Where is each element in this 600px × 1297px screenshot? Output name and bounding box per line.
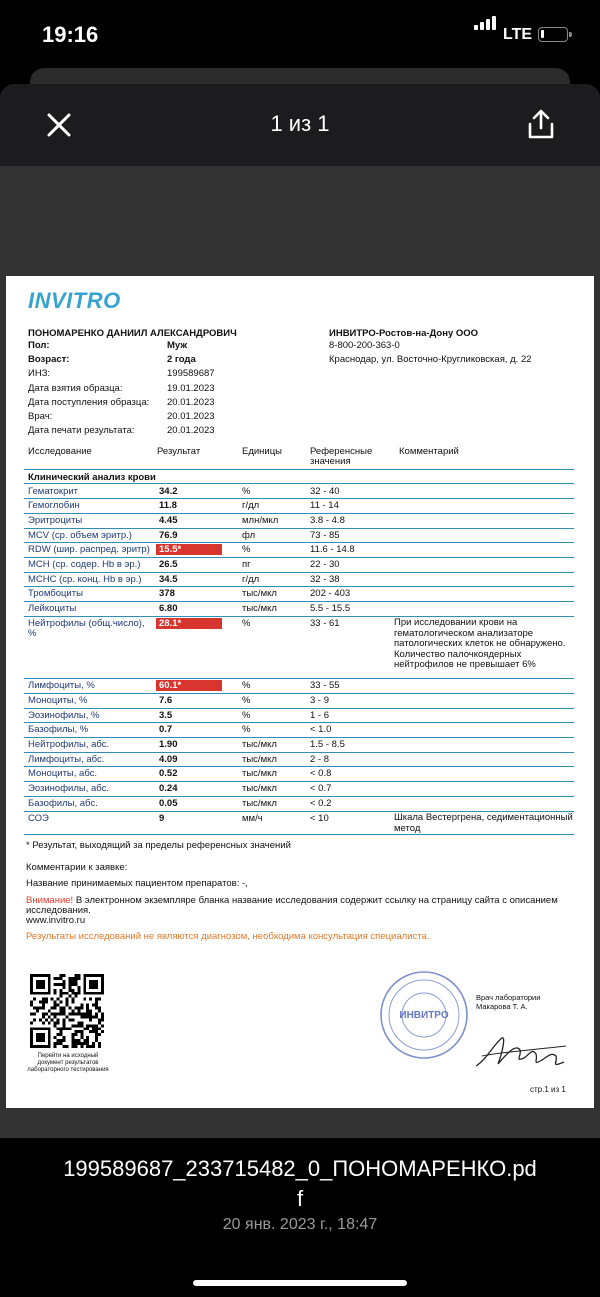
row-rule xyxy=(24,796,574,797)
lab-doctor-title: Врач лаборатории xyxy=(476,993,541,1002)
test-reference: 11 - 14 xyxy=(310,500,339,511)
col-header-units: Единицы xyxy=(242,446,283,457)
test-name[interactable]: Гемоглобин xyxy=(28,500,80,511)
flag-marker xyxy=(156,544,222,555)
stamp-text: ИНВИТРО xyxy=(399,1010,449,1021)
test-comment: Шкала Вестергрена, седиментационный метод xyxy=(394,812,573,834)
test-unit: % xyxy=(242,544,251,555)
patient-name: ПОНОМАРЕНКО ДАНИИЛ АЛЕКСАНДРОВИЧ xyxy=(28,328,237,339)
qr-code[interactable] xyxy=(30,974,104,1048)
test-name[interactable]: Моноциты, абс. xyxy=(28,768,98,779)
test-result: 0.52 xyxy=(159,768,178,779)
lab-name: ИНВИТРО-Ростов-на-Дону ООО xyxy=(329,328,479,339)
row-rule xyxy=(24,678,574,679)
sample-date-value: 19.01.2023 xyxy=(167,383,215,394)
order-comments: Комментарии к заявке: xyxy=(26,862,128,873)
header-rule xyxy=(24,469,574,470)
test-unit: тыс/мкл xyxy=(242,588,277,599)
test-name[interactable]: Базофилы, % xyxy=(28,724,89,735)
pdf-page xyxy=(6,276,594,1108)
test-result: 11.8 xyxy=(159,500,177,511)
col-header-ref: Референсные xyxy=(310,446,373,457)
file-name xyxy=(14,1154,586,1214)
test-result: 26.5 xyxy=(159,559,178,570)
file-name-line-2: f xyxy=(296,1186,304,1211)
medications-note: Название принимаемых пациентом препаратов: -, xyxy=(26,878,248,889)
website-link[interactable]: www.invitro.ru xyxy=(26,915,86,926)
lab-stamp xyxy=(379,970,469,1060)
row-rule xyxy=(24,542,574,543)
status-bar xyxy=(0,0,600,70)
received-date-label: Дата поступления образца: xyxy=(28,397,150,408)
test-name[interactable]: MCHC (ср. конц. Hb в эр.) xyxy=(28,574,142,585)
test-result: 9 xyxy=(159,813,165,824)
test-reference: < 0.7 xyxy=(310,783,332,794)
col-header-result: Результат xyxy=(157,446,201,457)
file-date: 20 янв. 2023 г., 18:47 xyxy=(222,1216,378,1233)
test-name[interactable]: MCH (ср. содер. Hb в эр.) xyxy=(28,559,141,570)
attention-text-2: исследования. xyxy=(26,905,91,916)
test-reference: 5.5 - 15.5 xyxy=(310,603,351,614)
test-reference: 3.8 - 4.8 xyxy=(310,515,345,526)
network-type: LTE xyxy=(503,26,533,43)
sample-date-label: Дата взятия образца: xyxy=(28,383,123,394)
test-result: 0.24 xyxy=(159,783,178,794)
test-reference: 3 - 9 xyxy=(310,695,330,706)
test-result: 15.5* xyxy=(159,544,182,555)
section-rule xyxy=(24,483,574,484)
test-result: 34.5 xyxy=(159,574,178,585)
test-unit: % xyxy=(242,680,251,691)
test-name[interactable]: RDW (шир. распред. эритр) xyxy=(28,544,150,555)
row-rule xyxy=(24,586,574,587)
document-viewer[interactable] xyxy=(0,166,600,1138)
test-reference: < 1.0 xyxy=(310,724,332,735)
test-unit: тыс/мкл xyxy=(242,768,277,779)
inz-label: ИНЗ: xyxy=(28,368,51,379)
print-date-value: 20.01.2023 xyxy=(167,425,215,436)
test-name[interactable]: MCV (ср. объем эритр.) xyxy=(28,530,132,541)
col-header-test: Исследование xyxy=(28,446,92,457)
qr-caption-3: лабораторного тестирования xyxy=(27,1067,109,1073)
test-result: 7.6 xyxy=(159,695,173,706)
test-name[interactable]: СОЭ xyxy=(28,813,49,824)
test-reference: 11.6 - 14.8 xyxy=(310,544,355,555)
test-unit: мм/ч xyxy=(242,813,263,824)
share-icon xyxy=(526,108,556,140)
test-reference: 1 - 6 xyxy=(310,710,330,721)
lab-doctor-name: Макарова Т. А. xyxy=(476,1002,528,1011)
qr-caption-2: документ результатов xyxy=(37,1060,99,1066)
test-name[interactable]: Эритроциты xyxy=(28,515,83,526)
signature xyxy=(472,1030,572,1074)
test-name[interactable]: Лимфоциты, % xyxy=(28,680,95,691)
age-label: Возраст: xyxy=(28,354,70,365)
test-unit: % xyxy=(242,724,251,735)
test-reference: 73 - 85 xyxy=(310,530,340,541)
test-result: 3.5 xyxy=(159,710,173,721)
test-reference: 22 - 30 xyxy=(310,559,340,570)
lab-address: Краснодар, ул. Восточно-Кругликовская, д. 22 xyxy=(329,354,532,365)
test-name[interactable]: Лейкоциты xyxy=(28,603,77,614)
flag-marker xyxy=(156,618,222,629)
qr-caption-1: Перейти на исходный xyxy=(37,1053,99,1059)
test-reference: < 0.2 xyxy=(310,798,332,809)
test-result: 6.80 xyxy=(159,603,178,614)
test-name[interactable]: Эозинофилы, абс. xyxy=(28,783,109,794)
row-rule xyxy=(24,557,574,558)
test-result: 0.05 xyxy=(159,798,178,809)
test-reference: 202 - 403 xyxy=(310,588,351,599)
row-rule xyxy=(24,834,574,835)
attention-note xyxy=(26,895,558,906)
inz-value: 199589687 xyxy=(167,368,215,379)
test-result: 76.9 xyxy=(159,530,178,541)
test-unit: тыс/мкл xyxy=(242,603,277,614)
test-unit: фл xyxy=(242,530,256,541)
test-reference: 33 - 61 xyxy=(310,618,340,629)
test-result: 4.09 xyxy=(159,754,178,765)
battery-icon xyxy=(538,27,568,42)
age-value: 2 года xyxy=(167,354,196,365)
row-rule xyxy=(24,498,574,499)
row-rule xyxy=(24,781,574,782)
attention-label: Внимание! xyxy=(26,895,74,906)
row-rule xyxy=(24,708,574,709)
lab-phone: 8-800-200-363-0 xyxy=(329,340,400,351)
row-rule xyxy=(24,601,574,602)
test-name[interactable]: Нейтрофилы (общ.число), xyxy=(28,618,145,629)
test-result: 28.1* xyxy=(159,618,182,629)
test-unit: г/дл xyxy=(242,574,260,585)
test-name[interactable]: Моноциты, % xyxy=(28,695,88,706)
test-result: 60.1* xyxy=(159,680,182,691)
test-unit: % xyxy=(242,695,251,706)
test-reference: 32 - 38 xyxy=(310,574,340,585)
print-date-label: Дата печати результата: xyxy=(28,425,135,436)
share-button[interactable] xyxy=(526,108,556,140)
test-unit: тыс/мкл xyxy=(242,798,277,809)
test-name[interactable]: Нейтрофилы, абс. xyxy=(28,739,110,750)
test-result: 0.7 xyxy=(159,724,173,735)
test-unit: пг xyxy=(242,559,251,570)
row-rule xyxy=(24,766,574,767)
test-name[interactable]: Гематокрит xyxy=(28,486,79,497)
test-result: 1.90 xyxy=(159,739,178,750)
test-unit: млн/мкл xyxy=(242,515,279,526)
test-name-cont: % xyxy=(28,628,37,639)
col-header-comment: Комментарий xyxy=(399,446,459,457)
test-reference: 2 - 8 xyxy=(310,754,330,765)
row-rule xyxy=(24,528,574,529)
test-reference: 1.5 - 8.5 xyxy=(310,739,345,750)
test-unit: тыс/мкл xyxy=(242,754,277,765)
doctor-value: 20.01.2023 xyxy=(167,411,215,422)
section-title: Клинический анализ крови xyxy=(28,472,156,483)
test-comment: При исследовании крови на гематологическом анализаторе патологических клеток не обнаружено. Количество палочкоядерных нейтрофилов не превышает 6% xyxy=(394,617,566,670)
test-result: 4.45 xyxy=(159,515,178,526)
sex-value: Муж xyxy=(167,340,188,351)
attention-text: В электронном экземпляре бланка название исследования содержит ссылку на страницу сайта с описанием xyxy=(73,895,558,906)
test-unit: % xyxy=(242,618,251,629)
test-reference: 33 - 55 xyxy=(310,680,340,691)
test-unit: тыс/мкл xyxy=(242,783,277,794)
test-unit: % xyxy=(242,710,251,721)
row-rule xyxy=(24,722,574,723)
sex-label: Пол: xyxy=(28,340,50,351)
file-info xyxy=(0,1138,600,1297)
test-reference: < 10 xyxy=(310,813,329,824)
received-date-value: 20.01.2023 xyxy=(167,397,215,408)
row-rule xyxy=(24,572,574,573)
test-unit: тыс/мкл xyxy=(242,739,277,750)
test-result: 34.2 xyxy=(159,486,178,497)
file-name-line-1: 199589687_233715482_0_ПОНОМАРЕНКО.pd xyxy=(63,1156,537,1181)
row-rule xyxy=(24,737,574,738)
test-name[interactable]: Лимфоциты, абс. xyxy=(28,754,105,765)
row-rule xyxy=(24,513,574,514)
page-counter: 1 из 1 xyxy=(270,111,330,136)
test-name[interactable]: Тромбоциты xyxy=(28,588,83,599)
test-unit: % xyxy=(242,486,251,497)
test-result: 378 xyxy=(159,588,175,599)
test-reference: 32 - 40 xyxy=(310,486,340,497)
col-header-ref-2: значения xyxy=(310,456,351,467)
asterisk-note: * Результат, выходящий за пределы референсных значений xyxy=(26,840,291,851)
home-indicator[interactable] xyxy=(193,1280,407,1286)
test-unit: г/дл xyxy=(242,500,260,511)
flag-marker xyxy=(156,680,222,691)
invitro-logo: INVITRO xyxy=(28,288,121,313)
row-rule xyxy=(24,752,574,753)
disclaimer: Результаты исследований не являются диагнозом, необходима консультация специалиста. xyxy=(26,931,430,942)
doctor-label: Врач: xyxy=(28,411,53,422)
status-time: 19:16 xyxy=(42,22,99,47)
test-name[interactable]: Эозинофилы, % xyxy=(28,710,100,721)
row-rule xyxy=(24,693,574,694)
test-name[interactable]: Базофилы, абс. xyxy=(28,798,98,809)
test-reference: < 0.8 xyxy=(310,768,332,779)
page-number: стр.1 из 1 xyxy=(530,1085,566,1094)
viewer-header xyxy=(0,84,600,166)
